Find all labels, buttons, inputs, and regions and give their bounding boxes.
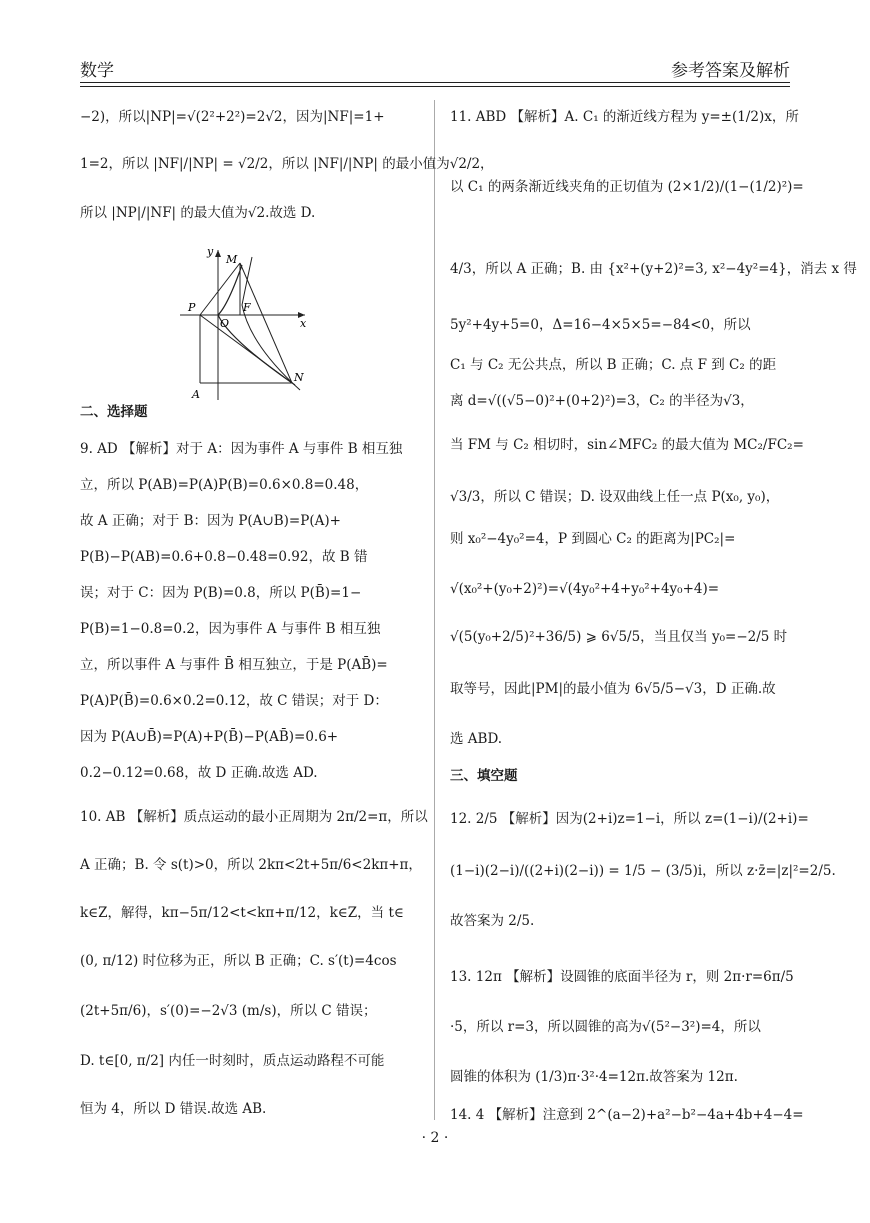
text-line: √3/3，所以 C 错误；D. 设双曲线上任一点 P(x₀, y₀)， — [450, 489, 780, 505]
header-subject: 数学 — [80, 61, 114, 81]
text-line: √(5(y₀+2/5)²+36/5) ⩾ 6√5/5，当且仅当 y₀=−2/5 时 — [450, 629, 788, 645]
text-line: 1=2，所以 |NF|/|NP| = √2/2，所以 |NF|/|NP| 的最小值为√2/2， — [80, 156, 494, 172]
text-line: 则 x₀²−4y₀²=4，P 到圆心 C₂ 的距离为|PC₂|= — [450, 531, 736, 547]
section-heading: 二、选择题 — [80, 404, 148, 420]
text-line: P(B)=1−0.8=0.2，因为事件 A 与事件 B 相互独 — [80, 621, 381, 637]
text-line: 13. 12π 【解析】设圆锥的底面半径为 r，则 2π·r=6π/5 — [450, 969, 794, 985]
text-line: 10. AB 【解析】质点运动的最小正周期为 2π/2=π，所以 — [80, 809, 428, 825]
text-line: C₁ 与 C₂ 无公共点，所以 B 正确；C. 点 F 到 C₂ 的距 — [450, 357, 777, 373]
header-title: 参考答案及解析 — [671, 61, 790, 81]
text-line: ·5，所以 r=3，所以圆锥的高为√(5²−3²)=4，所以 — [450, 1019, 761, 1035]
header-rule-thick — [80, 82, 790, 83]
label-O: O — [220, 317, 230, 330]
text-line: 所以 |NP|/|NF| 的最大值为√2.故选 D. — [80, 205, 316, 221]
text-line: √(x₀²+(y₀+2)²)=√(4y₀²+4+y₀²+4y₀+4)= — [450, 581, 720, 597]
text-line: 当 FM 与 C₂ 相切时，sin∠MFC₂ 的最大值为 MC₂/FC₂= — [450, 437, 804, 453]
section-heading: 三、填空题 — [450, 768, 518, 784]
text-line: 故答案为 2/5. — [450, 913, 535, 929]
text-line: 9. AD 【解析】对于 A：因为事件 A 与事件 B 相互独 — [80, 441, 403, 457]
text-line: 取等号，因此|PM|的最小值为 6√5/5−√3，D 正确.故 — [450, 681, 776, 697]
page-number: · 2 · — [421, 1130, 449, 1146]
text-line: 离 d=√((√5−0)²+(0+2)²)=3，C₂ 的半径为√3， — [450, 393, 754, 409]
text-line: 误；对于 C：因为 P(B)=0.8，所以 P(B̄)=1− — [80, 585, 362, 601]
text-line: 立，所以事件 A 与事件 B̄ 相互独立，于是 P(AB̄)= — [80, 657, 388, 673]
text-line: (2t+5π/6)，s′(0)=−2√3 (m/s)，所以 C 错误； — [80, 1003, 377, 1019]
text-line: 11. ABD 【解析】A. C₁ 的渐近线方程为 y=±(1/2)x，所 — [450, 109, 799, 125]
label-A: A — [192, 388, 200, 401]
column-divider — [434, 100, 435, 1120]
right-column — [450, 100, 857, 1123]
text-line: k∈Z，解得，kπ−5π/12<t<kπ+π/12，k∈Z，当 t∈ — [80, 905, 404, 921]
text-line: (1−i)(2−i)/((2+i)(2−i)) = 1/5 − (3/5)i，所以 z·z̄=|z|²=2/5. — [450, 863, 836, 879]
text-line: 14. 4 【解析】注意到 2^(a−2)+a²−b²−4a+4b+4−4= — [450, 1107, 804, 1123]
text-line: 因为 P(A∪B̄)=P(A)+P(B̄)−P(AB̄)=0.6+ — [80, 729, 339, 745]
header-rule-thin — [80, 86, 790, 87]
label-x: x — [300, 317, 307, 330]
text-line: 12. 2/5 【解析】因为(2+i)z=1−i，所以 z=(1−i)/(2+i)= — [450, 811, 809, 827]
text-line: 5y²+4y+5=0，Δ=16−4×5×5=−84<0，所以 — [450, 317, 751, 333]
text-line: A 正确；B. 令 s(t)>0，所以 2kπ<2t+5π/6<2kπ+π， — [80, 857, 422, 873]
label-P: P — [188, 301, 196, 314]
text-line: P(A)P(B̄)=0.6×0.2=0.12，故 C 错误；对于 D： — [80, 693, 388, 709]
label-y: y — [207, 245, 214, 258]
text-line: 圆锥的体积为 (1/3)π·3²·4=12π.故答案为 12π. — [450, 1069, 738, 1085]
label-M: M — [226, 253, 238, 266]
text-line: 选 ABD. — [450, 731, 503, 747]
text-line: 恒为 4，所以 D 错误.故选 AB. — [80, 1101, 267, 1117]
text-line: 立，所以 P(AB)=P(A)P(B)=0.6×0.8=0.48， — [80, 477, 369, 493]
text-line: 以 C₁ 的两条渐近线夹角的正切值为 (2×1/2)/(1−(1/2)²)= — [450, 179, 804, 195]
text-line: P(B)−P(AB)=0.6+0.8−0.48=0.92，故 B 错 — [80, 549, 368, 565]
text-line: −2)，所以|NP|=√(2²+2²)=2√2，因为|NF|=1+ — [80, 109, 385, 125]
geometry-figure — [180, 245, 380, 405]
text-line: 4/3，所以 A 正确；B. 由 {x²+(y+2)²=3, x²−4y²=4}，消去 x 得 — [450, 261, 857, 277]
label-N: N — [294, 371, 304, 384]
text-line: (0, π/12) 时位移为正，所以 B 正确；C. s′(t)=4cos — [80, 953, 397, 969]
label-F: F — [243, 301, 251, 314]
text-line: 0.2−0.12=0.68，故 D 正确.故选 AD. — [80, 765, 318, 781]
text-line: 故 A 正确；对于 B：因为 P(A∪B)=P(A)+ — [80, 513, 341, 529]
text-line: D. t∈[0, π/2] 内任一时刻时，质点运动路程不可能 — [80, 1053, 385, 1069]
